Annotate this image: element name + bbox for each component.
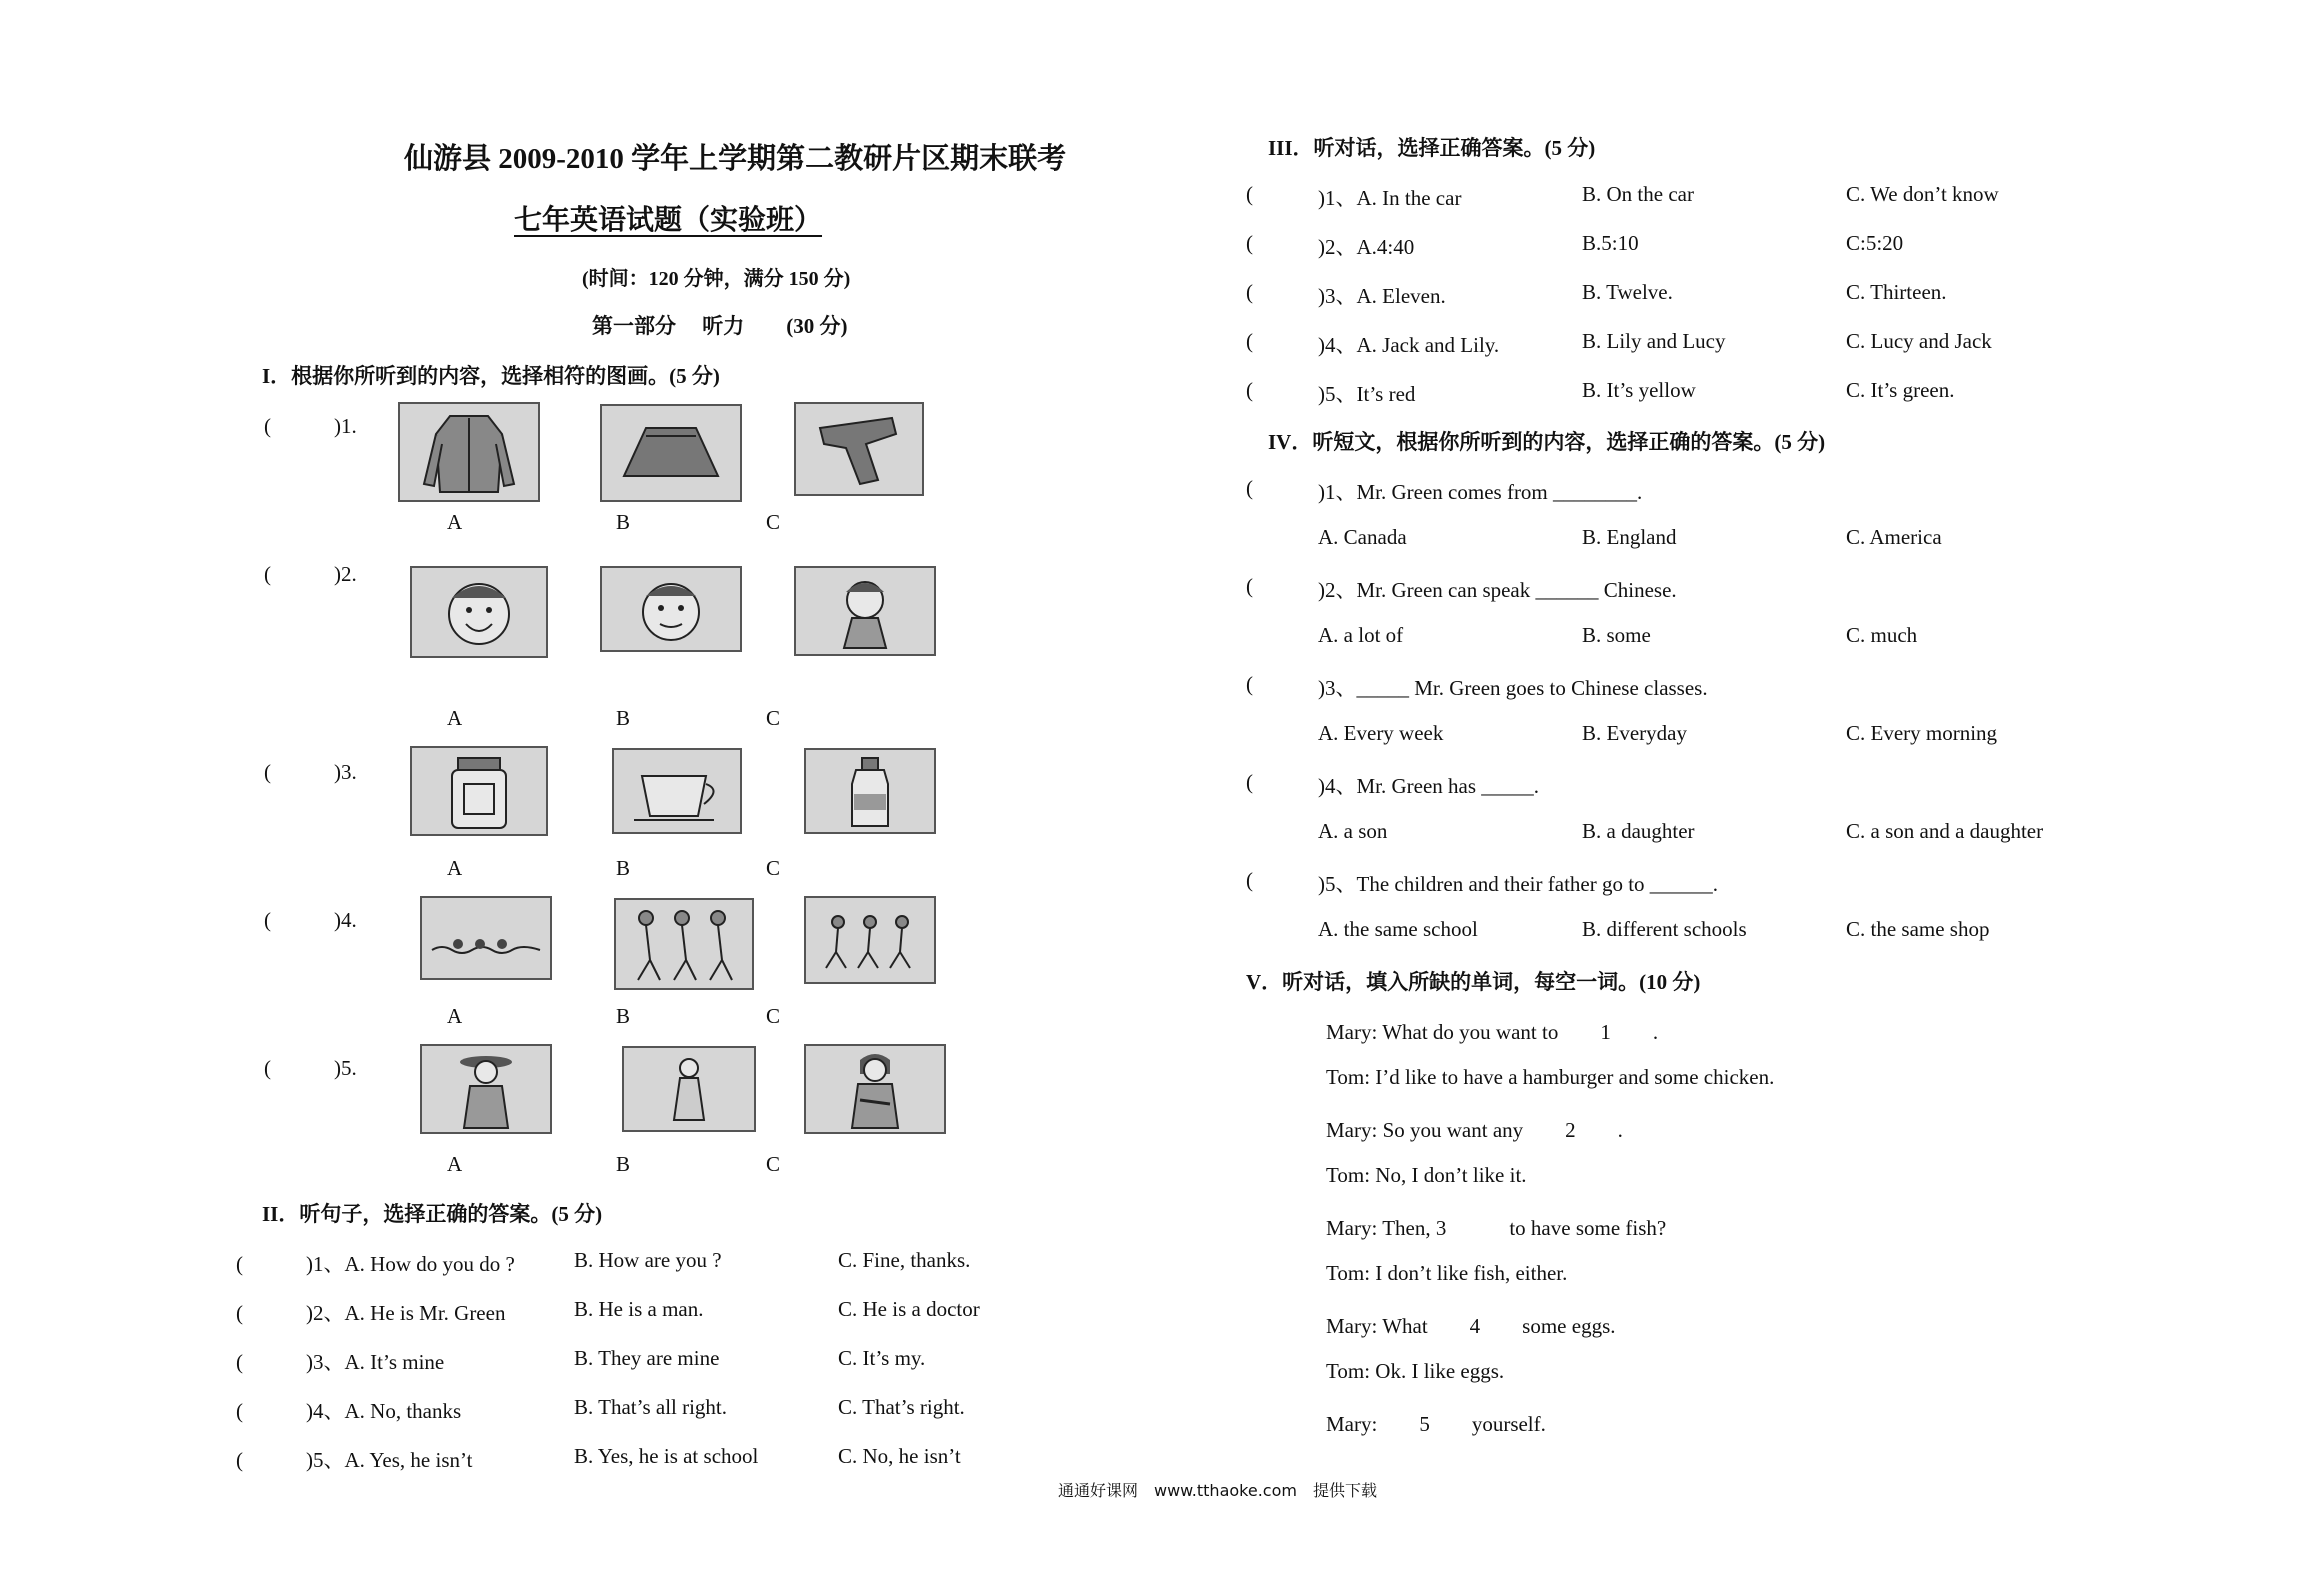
- s2-row1-b: B. How are you ?: [574, 1248, 722, 1272]
- swimming-picture: [420, 896, 552, 980]
- exam-subtitle: 七年英语试题（实验班）: [514, 205, 823, 236]
- s5-line8: Tom: Ok. I like eggs.: [1326, 1359, 1505, 1383]
- exam-meta: (时间：120 分钟，满分 150 分): [582, 268, 851, 290]
- s3-row2-b: B.5:10: [1582, 231, 1639, 255]
- s1-q5-letter-c: C: [766, 1152, 781, 1176]
- s3-row3-c: C. Thirteen.: [1846, 280, 1947, 304]
- bottle-picture: [804, 748, 936, 834]
- boy-face-smiling-picture: [410, 566, 548, 658]
- s4-q5-a: A. the same school: [1318, 917, 1478, 941]
- s2-row4-b: B. That’s all right.: [574, 1395, 728, 1419]
- s4-q5: )5、The children and their father go to ______.: [1318, 872, 1719, 896]
- s4-q3: )3、_____ Mr. Green goes to Chinese classes.: [1318, 676, 1708, 700]
- exam-title: 仙游县 2009-2010 学年上学期第二教研片区期末联考: [404, 143, 1067, 175]
- s5-line6: Tom: I don’t like fish, either.: [1326, 1261, 1568, 1285]
- s1-q4-paren: ( )4.: [264, 908, 357, 932]
- s4-q5-c: C. the same shop: [1846, 917, 1990, 941]
- s4-q5-b: B. different schools: [1582, 917, 1747, 941]
- s2-row3-q: ( )3、A. It’s mine: [236, 1350, 445, 1374]
- s3-row2-c: C:5:20: [1846, 231, 1904, 255]
- s1-q4-letter-a: A: [447, 1004, 463, 1028]
- s4-q4-b: B. a daughter: [1582, 819, 1695, 843]
- s2-row4-c: C. That’s right.: [838, 1395, 965, 1419]
- s1-q1-letter-b: B: [616, 510, 631, 534]
- s1-q5-letter-a: A: [447, 1152, 463, 1176]
- section1-heading: I．根据你所听到的内容，选择相符的图画。(5 分): [262, 364, 720, 388]
- s5-line9: Mary: 5 yourself.: [1326, 1412, 1546, 1436]
- s1-q1-letter-a: A: [447, 510, 463, 534]
- s3-row1-b: B. On the car: [1582, 182, 1694, 206]
- s4-q1-c: C. America: [1846, 525, 1942, 549]
- milk-jar-picture: [410, 746, 548, 836]
- s2-row3-b: B. They are mine: [574, 1346, 720, 1370]
- s4-q2-paren: (: [1246, 574, 1253, 598]
- section2-heading: II．听句子，选择正确的答案。(5 分): [262, 1202, 603, 1226]
- s2-row2-q: ( )2、A. He is Mr. Green: [236, 1301, 506, 1325]
- boy-face-picture: [600, 566, 742, 652]
- s1-q4-letter-b: B: [616, 1004, 631, 1028]
- s4-q1-paren: (: [1246, 476, 1253, 500]
- s4-q3-c: C. Every morning: [1846, 721, 1998, 745]
- girl-standing-picture: [622, 1046, 756, 1132]
- s5-line5: Mary: Then, 3 to have some fish?: [1326, 1216, 1667, 1240]
- s1-q3-letter-a: A: [447, 856, 463, 880]
- s4-q4: )4、Mr. Green has _____.: [1318, 774, 1540, 798]
- footer-source: 通通好课网 www.tthaoke.com 提供下载: [1058, 1481, 1377, 1500]
- s4-q5-paren: (: [1246, 868, 1253, 892]
- s1-q2-letter-c: C: [766, 706, 781, 730]
- s2-row4-q: ( )4、A. No, thanks: [236, 1399, 462, 1423]
- s1-q3-paren: ( )3.: [264, 760, 357, 784]
- s1-q2-letter-b: B: [616, 706, 631, 730]
- s3-row5-b: B. It’s yellow: [1582, 378, 1696, 402]
- skirt-picture: [600, 404, 742, 502]
- s2-row3-c: C. It’s my.: [838, 1346, 926, 1370]
- s4-q2-a: A. a lot of: [1318, 623, 1404, 647]
- s4-q2-c: C. much: [1846, 623, 1918, 647]
- s4-q1-a: A. Canada: [1318, 525, 1407, 549]
- s1-q1-paren: ( )1.: [264, 414, 357, 438]
- s3-row4-paren: (: [1246, 329, 1253, 353]
- s2-row1-q: ( )1、A. How do you do ?: [236, 1252, 515, 1276]
- girl-picture: [794, 566, 936, 656]
- s3-row3-paren: (: [1246, 280, 1253, 304]
- s1-q5-paren: ( )5.: [264, 1056, 357, 1080]
- s1-q2-paren: ( )2.: [264, 562, 357, 586]
- s4-q4-paren: (: [1246, 770, 1253, 794]
- woman-arms-crossed-picture: [804, 1044, 946, 1134]
- s5-line4: Tom: No, I don’t like it.: [1326, 1163, 1527, 1187]
- s2-row5-q: ( )5、A. Yes, he isn’t: [236, 1448, 473, 1472]
- s3-row4-c: C. Lucy and Jack: [1846, 329, 1992, 353]
- s3-row2-q: )2、A.4:40: [1318, 235, 1415, 259]
- s3-row1-paren: (: [1246, 182, 1253, 206]
- s3-row5-q: )5、It’s red: [1318, 382, 1416, 406]
- s2-row5-b: B. Yes, he is at school: [574, 1444, 759, 1468]
- s3-row3-b: B. Twelve.: [1582, 280, 1673, 304]
- s4-q1-b: B. England: [1582, 525, 1677, 549]
- s2-row1-c: C. Fine, thanks.: [838, 1248, 971, 1272]
- s1-q1-letter-c: C: [766, 510, 781, 534]
- part-heading: 第一部分 听力 (30 分): [592, 314, 848, 338]
- s5-line2: Tom: I’d like to have a hamburger and some chicken.: [1326, 1065, 1775, 1089]
- s4-q4-c: C. a son and a daughter: [1846, 819, 2044, 843]
- s4-q2: )2、Mr. Green can speak ______ Chinese.: [1318, 578, 1677, 602]
- s4-q3-paren: (: [1246, 672, 1253, 696]
- s1-q2-letter-a: A: [447, 706, 463, 730]
- s3-row4-b: B. Lily and Lucy: [1582, 329, 1726, 353]
- tea-cup-picture: [612, 748, 742, 834]
- s5-line3: Mary: So you want any 2 .: [1326, 1118, 1623, 1142]
- section3-heading: III．听对话，选择正确答案。(5 分): [1268, 136, 1596, 160]
- coat-picture: [398, 402, 540, 502]
- s3-row2-paren: (: [1246, 231, 1253, 255]
- s4-q1: )1、Mr. Green comes from ________.: [1318, 480, 1643, 504]
- running-picture: [804, 896, 936, 984]
- s1-q5-letter-b: B: [616, 1152, 631, 1176]
- s4-q2-b: B. some: [1582, 623, 1651, 647]
- s5-line7: Mary: What 4 some eggs.: [1326, 1314, 1616, 1338]
- s3-row1-c: C. We don’t know: [1846, 182, 1999, 206]
- s2-row5-c: C. No, he isn’t: [838, 1444, 961, 1468]
- section4-heading: IV．听短文，根据你所听到的内容，选择正确的答案。(5 分): [1268, 430, 1826, 454]
- s3-row5-paren: (: [1246, 378, 1253, 402]
- section5-heading: V．听对话，填入所缺的单词，每空一词。(10 分): [1246, 970, 1701, 994]
- dancing-picture: [614, 898, 754, 990]
- s1-q3-letter-c: C: [766, 856, 781, 880]
- s4-q3-b: B. Everyday: [1582, 721, 1687, 745]
- s3-row3-q: )3、A. Eleven.: [1318, 284, 1446, 308]
- s2-row2-b: B. He is a man.: [574, 1297, 704, 1321]
- woman-with-hat-picture: [420, 1044, 552, 1134]
- s3-row1-q: )1、A. In the car: [1318, 186, 1462, 210]
- s1-q4-letter-c: C: [766, 1004, 781, 1028]
- s3-row4-q: )4、A. Jack and Lily.: [1318, 333, 1500, 357]
- s3-row5-c: C. It’s green.: [1846, 378, 1955, 402]
- s2-row2-c: C. He is a doctor: [838, 1297, 980, 1321]
- trousers-picture: [794, 402, 924, 496]
- s4-q4-a: A. a son: [1318, 819, 1388, 843]
- s4-q3-a: A. Every week: [1318, 721, 1444, 745]
- s5-line1: Mary: What do you want to 1 .: [1326, 1020, 1659, 1044]
- s1-q3-letter-b: B: [616, 856, 631, 880]
